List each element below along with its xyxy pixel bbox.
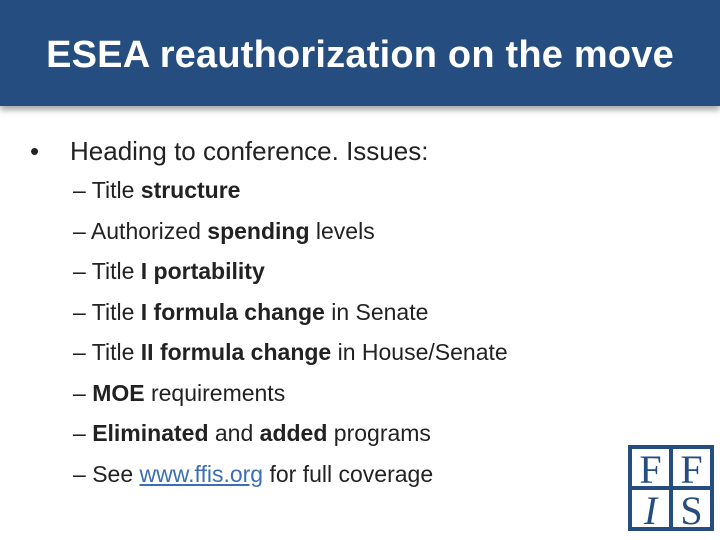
item-text: in House/Senate bbox=[331, 339, 508, 365]
list-item bbox=[73, 258, 508, 299]
dash: – bbox=[73, 177, 86, 203]
dash: – bbox=[73, 298, 86, 325]
item-bold: I portability bbox=[140, 258, 265, 284]
item-text: Authorized bbox=[90, 217, 208, 244]
dash: – bbox=[73, 420, 86, 446]
item-bold: added bbox=[259, 420, 328, 446]
list-item bbox=[73, 299, 508, 340]
logo-letter: I bbox=[643, 488, 658, 531]
list-item bbox=[73, 177, 508, 218]
item-text: requirements bbox=[144, 379, 286, 406]
item-text: for full coverage bbox=[263, 460, 434, 487]
ffis-logo bbox=[628, 445, 714, 531]
logo-letter: F bbox=[680, 447, 703, 492]
ffis-link[interactable]: www.ffis.org bbox=[139, 460, 264, 487]
dash: – bbox=[73, 217, 86, 244]
sub-bullet-list bbox=[73, 177, 508, 501]
item-bold: spending bbox=[207, 217, 310, 244]
item-bold: MOE bbox=[92, 379, 145, 406]
dash: – bbox=[73, 379, 86, 406]
item-bold: structure bbox=[140, 177, 241, 203]
item-text: Title bbox=[91, 177, 141, 203]
list-item bbox=[73, 420, 508, 461]
item-text: See bbox=[92, 460, 140, 487]
main-bullet bbox=[30, 136, 428, 167]
item-text: Title bbox=[91, 298, 141, 325]
item-bold: I formula change bbox=[140, 298, 325, 325]
dash: – bbox=[73, 258, 86, 284]
item-text: levels bbox=[309, 217, 375, 244]
logo-letter: F bbox=[639, 447, 662, 492]
item-bold: II formula change bbox=[140, 339, 332, 365]
dash: – bbox=[73, 460, 86, 487]
list-item bbox=[73, 339, 508, 380]
item-text: Title bbox=[91, 339, 141, 365]
list-item bbox=[73, 380, 508, 421]
item-text: in Senate bbox=[324, 298, 429, 325]
item-bold: Eliminated bbox=[92, 420, 209, 446]
slide-title: ESEA reauthorization on the move bbox=[46, 34, 674, 76]
main-bullet-text: Heading to conference. Issues: bbox=[70, 136, 429, 166]
dash: – bbox=[73, 339, 86, 365]
list-item bbox=[73, 218, 508, 259]
item-text: Title bbox=[91, 258, 141, 284]
title-bar bbox=[0, 0, 720, 106]
list-item bbox=[73, 461, 508, 502]
item-text: and bbox=[208, 420, 260, 446]
item-text: programs bbox=[327, 420, 431, 446]
logo-letter: S bbox=[680, 488, 703, 531]
bullet-marker: • bbox=[30, 136, 40, 166]
